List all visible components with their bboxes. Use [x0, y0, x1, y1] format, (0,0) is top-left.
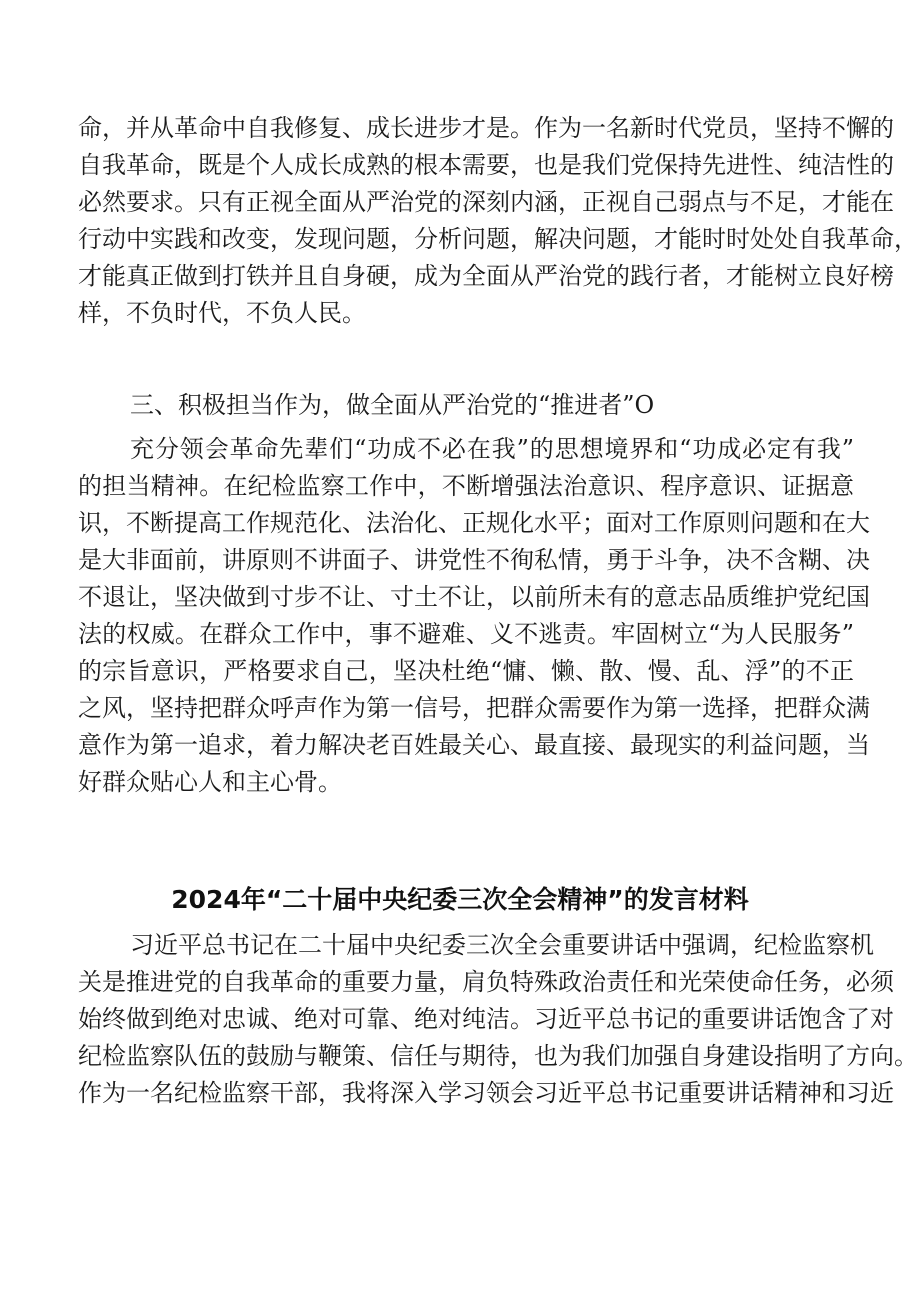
text-line: 不退让，坚决做到寸步不让、寸土不让，以前所未有的意志品质维护党纪国 — [78, 583, 870, 611]
section-heading — [130, 387, 854, 424]
text-line: 之风，坚持把群众呼声作为第一信号，把群众需要作为第一选择，把群众满 — [78, 694, 870, 722]
text-line: 意作为第一追求，着力解决老百姓最关心、最直接、最现实的利益问题，当 — [78, 731, 870, 759]
text-line: 的担当精神。在纪检监察工作中，不断增强法治意识、程序意识、证据意 — [78, 472, 854, 500]
text-line: 法的权威。在群众工作中，事不避难、义不逃责。牢固树立“为人民服务” — [78, 620, 854, 648]
text-line: 的宗旨意识，严格要求自己，坚决杜绝“慵、懒、散、慢、乱、浮”的不正 — [78, 657, 854, 685]
paragraph-speech — [78, 927, 918, 1112]
paragraph-self-revolution — [78, 110, 918, 332]
text-line: 样，不负时代，不负人民。 — [78, 299, 366, 327]
paragraph-responsibility — [78, 431, 870, 801]
text-line: 自我革命，既是个人成长成熟的根本需要，也是我们党保持先进性、纯洁性的 — [78, 151, 894, 179]
text-line: 必然要求。只有正视全面从严治党的深刻内涵，正视自己弱点与不足，才能在 — [78, 188, 894, 216]
text-line: 才能真正做到打铁并且自身硬，成为全面从严治党的践行者，才能树立良好榜 — [78, 262, 894, 290]
section-heading-text: 三、积极担当作为，做全面从严治党的“推进者”O — [130, 391, 655, 419]
text-line: 行动中实践和改变，发现问题，分析问题，解决问题，才能时时处处自我革命， — [78, 225, 918, 253]
text-line: 好群众贴心人和主心骨。 — [78, 768, 342, 796]
text-line: 纪检监察队伍的鼓励与鞭策、信任与期待，也为我们加强自身建设指明了方向。 — [78, 1042, 918, 1070]
document-title: 2024年“二十届中央纪委三次全会精神”的发言材料 — [171, 885, 749, 914]
text-line: 习近平总书记在二十届中央纪委三次全会重要讲话中强调，纪检监察机 — [130, 931, 874, 959]
text-line: 充分领会革命先辈们“功成不必在我”的思想境界和“功成必定有我” — [130, 435, 854, 463]
text-line: 始终做到绝对忠诚、绝对可靠、绝对纯洁。习近平总书记的重要讲话饱含了对 — [78, 1005, 894, 1033]
text-line: 命，并从革命中自我修复、成长进步才是。作为一名新时代党员，坚持不懈的 — [78, 114, 894, 142]
text-line: 是大非面前，讲原则不讲面子、讲党性不徇私情，勇于斗争，决不含糊、决 — [78, 546, 870, 574]
text-line: 识，不断提高工作规范化、法治化、正规化水平；面对工作原则问题和在大 — [78, 509, 870, 537]
text-line: 关是推进党的自我革命的重要力量，肩负特殊政治责任和光荣使命任务，必须 — [78, 968, 894, 996]
text-line: 作为一名纪检监察干部，我将深入学习领会习近平总书记重要讲话精神和习近 — [78, 1079, 894, 1107]
